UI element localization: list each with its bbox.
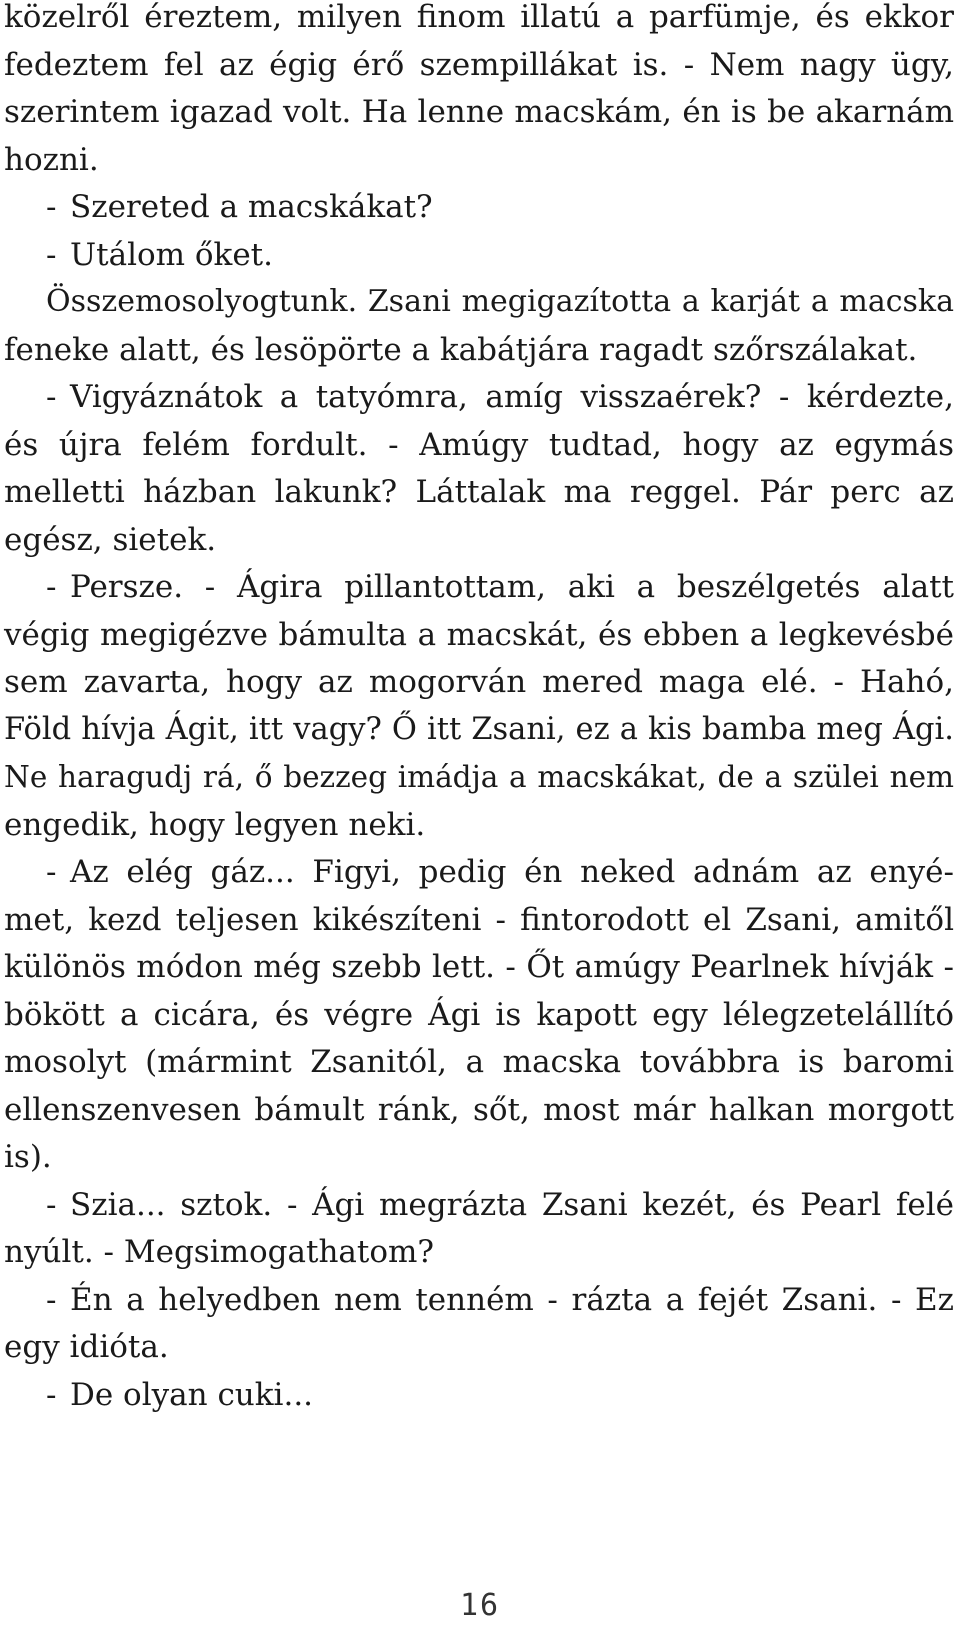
text-line: is). <box>4 1139 52 1175</box>
dialogue-text: Persze. - Ágira pillantottam, aki a beszélgetés alatt <box>70 569 954 605</box>
text-line: nyúlt. - Megsimogathatom? <box>4 1234 435 1270</box>
dialogue-line <box>4 848 954 896</box>
dialogue-text: Az elég gáz... Figyi, pedig én neked adnám az enyé- <box>70 854 954 890</box>
dialogue-line <box>4 373 954 421</box>
dialogue-line <box>4 1371 954 1419</box>
text-line: Ne haragudj rá, ő bezzeg imádja a macskákat, de a szülei nem <box>4 760 954 794</box>
dialogue-line <box>4 563 954 611</box>
text-line: szerintem igazad volt. Ha lenne macskám, én is be akarnám <box>4 94 954 130</box>
dialogue-dash: - <box>46 379 57 415</box>
text-line: melletti házban lakunk? Láttalak ma reggel. Pár perc az <box>4 474 954 510</box>
dialogue-dash: - <box>46 1282 57 1318</box>
dialogue-text: Szereted a macskákat? <box>70 189 433 225</box>
text-line: hozni. <box>4 142 99 178</box>
dialogue-text: Vigyáznátok a tatyómra, amíg visszaérek? - kérdezte, <box>70 379 954 415</box>
dialogue-line <box>4 1276 954 1324</box>
text-line: különös módon még szebb lett. - Őt amúgy Pearlnek hívják - <box>4 949 954 985</box>
text-line: és újra felém fordult. - Amúgy tudtad, hogy az egymás <box>4 427 954 463</box>
text-line: feneke alatt, és lesöpörte a kabátjára ragadt szőrszálakat. <box>4 332 918 368</box>
text-line: engedik, hogy legyen neki. <box>4 807 426 843</box>
text-line: sem zavarta, hogy az mogorván mered maga elé. - Hahó, <box>4 664 954 700</box>
text-line: egy idióta. <box>4 1329 169 1365</box>
text-line: met, kezd teljesen kikészíteni - fintorodott el Zsani, amitől <box>4 902 954 938</box>
dialogue-dash: - <box>46 1187 57 1223</box>
text-line: ellenszenvesen bámult ránk, sőt, most már halkan morgott <box>4 1092 954 1128</box>
dialogue-dash: - <box>46 569 57 605</box>
text-line: mosolyt (mármint Zsanitól, a macska továbbra is baromi <box>4 1044 954 1080</box>
dialogue-line <box>4 183 954 231</box>
dialogue-line <box>4 1181 954 1229</box>
text-line: fedeztem fel az égig érő szempillákat is. - Nem nagy ügy, <box>4 47 954 83</box>
page-number: 16 <box>459 1588 501 1623</box>
paragraph-first-line: Összemosolyogtunk. Zsani megigazította a karját a macska <box>46 284 954 319</box>
dialogue-text: Én a helyedben nem tenném - rázta a fejét Zsani. - Ez <box>70 1282 954 1318</box>
text-line: végig megigézve bámulta a macskát, és ebben a legkevésbé <box>4 617 954 653</box>
dialogue-dash: - <box>46 189 57 225</box>
text-line: Föld hívja Ágit, itt vagy? Ő itt Zsani, ez a kis bamba meg Ági. <box>4 712 954 747</box>
dialogue-dash: - <box>46 237 57 273</box>
text-line: közelről éreztem, milyen finom illatú a parfümje, és ekkor <box>4 0 954 35</box>
dialogue-line <box>4 231 954 279</box>
text-line: bökött a cicára, és végre Ági is kapott egy lélegzetelállító <box>4 997 954 1033</box>
dialogue-dash: - <box>46 1377 57 1413</box>
text-line: egész, sietek. <box>4 522 217 558</box>
dialogue-text: Utálom őket. <box>70 237 273 273</box>
dialogue-text: Szia... sztok. - Ági megrázta Zsani kezét, és Pearl felé <box>70 1187 954 1223</box>
dialogue-text: De olyan cuki... <box>70 1377 314 1413</box>
dialogue-dash: - <box>46 854 57 890</box>
